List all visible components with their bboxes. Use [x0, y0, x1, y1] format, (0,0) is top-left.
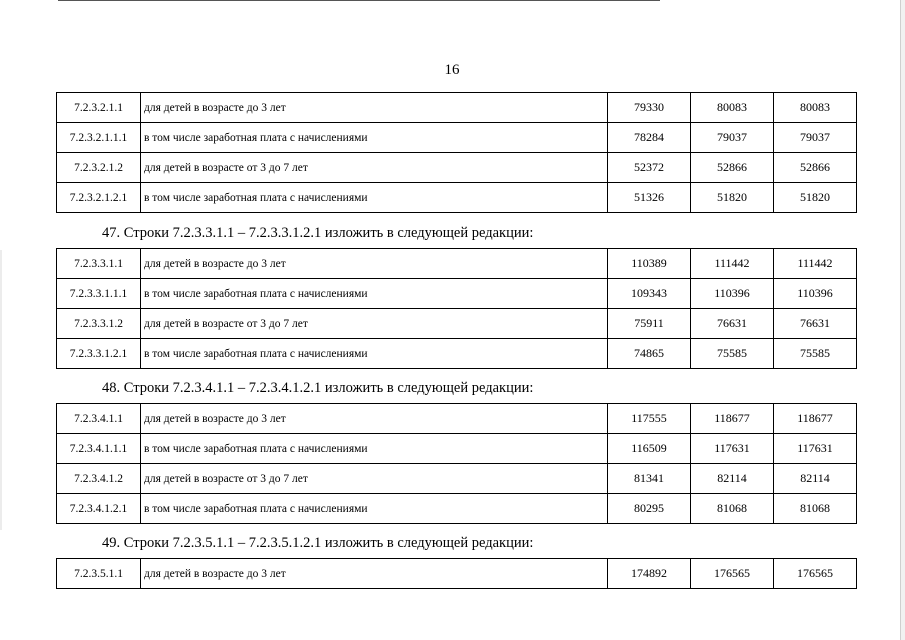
- row-description: для детей в возрасте от 3 до 7 лет: [141, 153, 608, 183]
- row-value-3: 111442: [774, 249, 857, 279]
- table-block-2: [56, 248, 857, 369]
- row-code: 7.2.3.4.1.1.1: [57, 434, 141, 464]
- row-value-3: 82114: [774, 464, 857, 494]
- row-code: 7.2.3.2.1.1.1: [57, 123, 141, 153]
- table-row: [57, 559, 857, 589]
- row-value-1: 116509: [608, 434, 691, 464]
- row-value-2: 75585: [691, 339, 774, 369]
- row-value-3: 110396: [774, 279, 857, 309]
- row-code: 7.2.3.4.1.2: [57, 464, 141, 494]
- row-value-2: 81068: [691, 494, 774, 524]
- row-description: для детей в возрасте до 3 лет: [141, 249, 608, 279]
- row-value-1: 80295: [608, 494, 691, 524]
- row-code: 7.2.3.4.1.2.1: [57, 494, 141, 524]
- table-block-3: [56, 403, 857, 524]
- table-block-4: [56, 558, 857, 589]
- table-row: [57, 464, 857, 494]
- row-description: в том числе заработная плата с начислениями: [141, 123, 608, 153]
- row-value-2: 80083: [691, 93, 774, 123]
- table-row: [57, 494, 857, 524]
- table-row: [57, 404, 857, 434]
- row-value-3: 176565: [774, 559, 857, 589]
- row-value-3: 52866: [774, 153, 857, 183]
- section-heading-48: 48. Строки 7.2.3.4.1.1 – 7.2.3.4.1.2.1 изложить в следующей редакции:: [102, 380, 534, 396]
- page-number: 16: [444, 62, 460, 78]
- row-value-1: 75911: [608, 309, 691, 339]
- row-value-3: 80083: [774, 93, 857, 123]
- row-description: в том числе заработная плата с начислениями: [141, 279, 608, 309]
- row-value-1: 78284: [608, 123, 691, 153]
- row-code: 7.2.3.3.1.1: [57, 249, 141, 279]
- row-code: 7.2.3.2.1.2: [57, 153, 141, 183]
- section-heading-49: 49. Строки 7.2.3.5.1.1 – 7.2.3.5.1.2.1 изложить в следующей редакции:: [102, 535, 534, 551]
- row-value-1: 110389: [608, 249, 691, 279]
- row-description: в том числе заработная плата с начислениями: [141, 494, 608, 524]
- row-value-3: 51820: [774, 183, 857, 213]
- row-value-3: 75585: [774, 339, 857, 369]
- row-value-1: 51326: [608, 183, 691, 213]
- row-value-2: 111442: [691, 249, 774, 279]
- row-value-3: 81068: [774, 494, 857, 524]
- row-value-2: 76631: [691, 309, 774, 339]
- row-code: 7.2.3.3.1.2: [57, 309, 141, 339]
- row-code: 7.2.3.2.1.1: [57, 93, 141, 123]
- row-value-1: 117555: [608, 404, 691, 434]
- row-value-2: 117631: [691, 434, 774, 464]
- table-row: [57, 183, 857, 213]
- row-value-1: 81341: [608, 464, 691, 494]
- table-row: [57, 153, 857, 183]
- table-row: [57, 339, 857, 369]
- row-code: 7.2.3.2.1.2.1: [57, 183, 141, 213]
- row-value-3: 117631: [774, 434, 857, 464]
- section-heading-47: 47. Строки 7.2.3.3.1.1 – 7.2.3.3.1.2.1 изложить в следующей редакции:: [102, 225, 534, 241]
- row-value-1: 79330: [608, 93, 691, 123]
- row-value-1: 174892: [608, 559, 691, 589]
- table-row: [57, 309, 857, 339]
- row-value-3: 76631: [774, 309, 857, 339]
- table-row: [57, 93, 857, 123]
- table-row: [57, 123, 857, 153]
- row-value-3: 118677: [774, 404, 857, 434]
- row-value-2: 82114: [691, 464, 774, 494]
- row-code: 7.2.3.3.1.1.1: [57, 279, 141, 309]
- row-value-2: 51820: [691, 183, 774, 213]
- row-value-2: 79037: [691, 123, 774, 153]
- row-value-2: 110396: [691, 279, 774, 309]
- row-description: для детей в возрасте от 3 до 7 лет: [141, 464, 608, 494]
- row-value-2: 176565: [691, 559, 774, 589]
- row-description: для детей в возрасте до 3 лет: [141, 559, 608, 589]
- row-value-2: 118677: [691, 404, 774, 434]
- scan-left-edge: [0, 250, 2, 530]
- table-row: [57, 434, 857, 464]
- row-description: в том числе заработная плата с начислениями: [141, 434, 608, 464]
- row-value-3: 79037: [774, 123, 857, 153]
- row-code: 7.2.3.5.1.1: [57, 559, 141, 589]
- scan-top-line: [58, 0, 660, 1]
- row-code: 7.2.3.4.1.1: [57, 404, 141, 434]
- row-description: для детей в возрасте до 3 лет: [141, 404, 608, 434]
- row-description: в том числе заработная плата с начислениями: [141, 183, 608, 213]
- row-value-1: 74865: [608, 339, 691, 369]
- table-row: [57, 279, 857, 309]
- scan-right-edge: [900, 0, 905, 640]
- row-description: в том числе заработная плата с начислениями: [141, 339, 608, 369]
- row-description: для детей в возрасте от 3 до 7 лет: [141, 309, 608, 339]
- row-value-1: 52372: [608, 153, 691, 183]
- row-description: для детей в возрасте до 3 лет: [141, 93, 608, 123]
- table-block-1: [56, 92, 857, 213]
- row-value-2: 52866: [691, 153, 774, 183]
- row-value-1: 109343: [608, 279, 691, 309]
- row-code: 7.2.3.3.1.2.1: [57, 339, 141, 369]
- table-row: [57, 249, 857, 279]
